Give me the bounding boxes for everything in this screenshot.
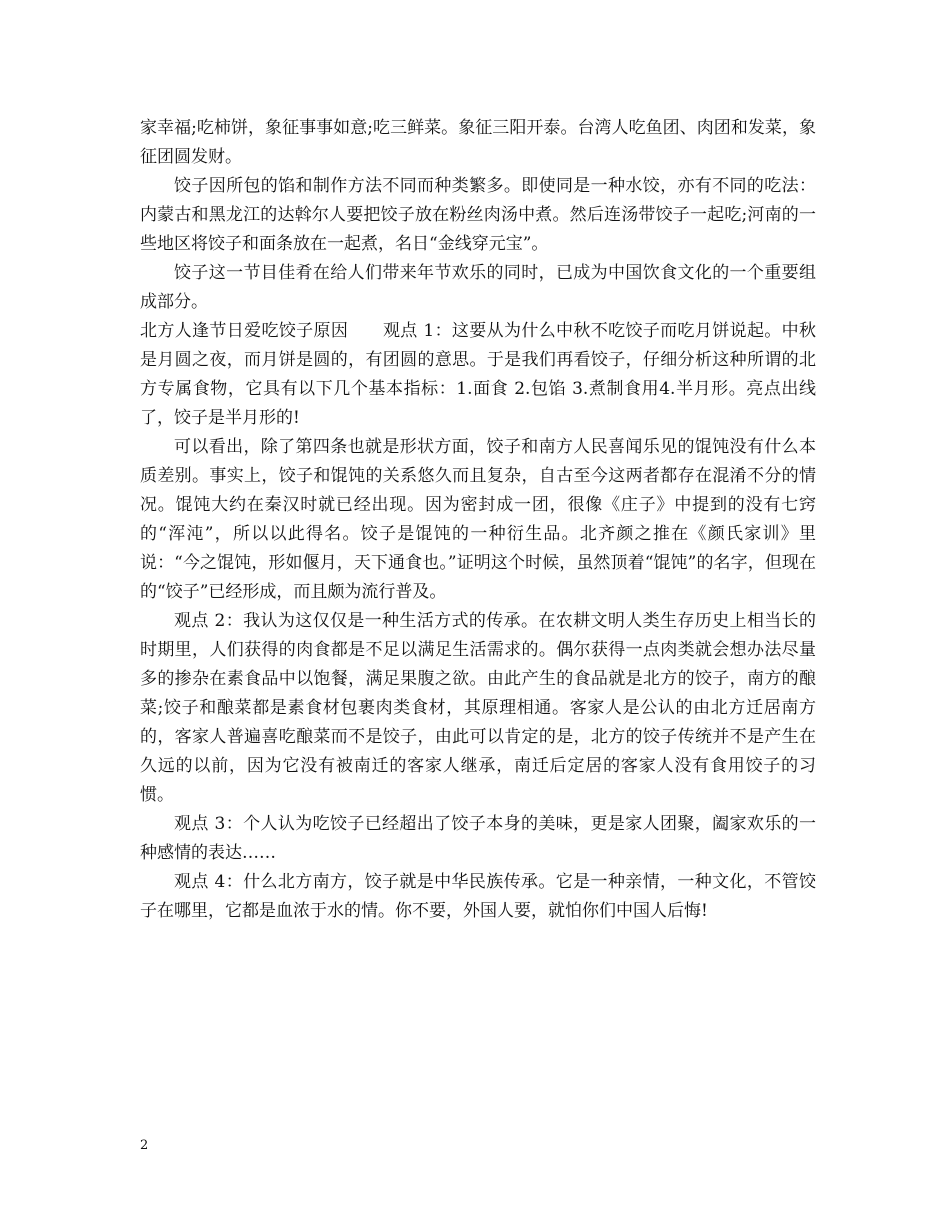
body-text — [140, 114, 816, 926]
paragraph-continuation: 家幸福;吃柿饼，象征事事如意;吃三鲜菜。象征三阳开泰。台湾人吃鱼团、肉团和发菜，象征团圆发财。 — [140, 118, 816, 167]
paragraph-viewpoint-2: 观点 2：我认为这仅仅是一种生活方式的传承。在农耕文明人类生存历史上相当长的时期里，人们获得的肉食都是不足以满足生活需求的。偶尔获得一点肉类就会想办法尽量多的掺杂在素食品中以饱餐，满足果腹之欲。由此产生的食品就是北方的饺子，南方的酿菜;饺子和酿菜都是素食材包裹肉类食材，其原理相通。客家人是公认的由北方迁居南方的，客家人普遍喜吃酿菜而不是饺子，由此可以肯定的是，北方的饺子传统并不是产生在久远的以前，因为它没有被南迁的客家人继承，南迁后定居的客家人没有食用饺子的习惯。 — [140, 611, 816, 805]
paragraph-viewpoint-4: 观点 4：什么北方南方，饺子就是中华民族传承。它是一种亲情，一种文化，不管饺子在哪里，它都是血浓于水的情。你不要，外国人要，就怕你们中国人后悔! — [140, 872, 816, 921]
page-number: 2 — [140, 1138, 149, 1153]
paragraph-viewpoint-3: 观点 3：个人认为吃饺子已经超出了饺子本身的美味，更是家人团聚，阖家欢乐的一种感情的表达…… — [140, 814, 816, 863]
paragraph-dumpling-varieties: 饺子因所包的馅和制作方法不同而种类繁多。即使同是一种水饺，亦有不同的吃法：内蒙古和黑龙江的达斡尔人要把饺子放在粉丝肉汤中煮。然后连汤带饺子一起吃;河南的一些地区将饺子和面条放在一起煮，名日“金线穿元宝”。 — [140, 176, 816, 254]
paragraph-wonton-comparison: 可以看出，除了第四条也就是形状方面，饺子和南方人民喜闻乐见的馄饨没有什么本质差别。事实上，饺子和馄饨的关系悠久而且复杂，自古至今这两者都存在混淆不分的情况。馄饨大约在秦汉时就已经出现。因为密封成一团，很像《庄子》中提到的没有七窍的“浑沌”，所以以此得名。饺子是馄饨的一种衍生品。北齐颜之推在《颜氏家训》里说：“今之馄饨，形如偃月，天下通食也。”证明这个时候，虽然顶着“馄饨”的名字，但现在的“饺子”已经形成，而且颇为流行普及。 — [140, 437, 816, 602]
paragraph-food-culture: 饺子这一节目佳肴在给人们带来年节欢乐的同时，已成为中国饮食文化的一个重要组成部分。 — [140, 263, 816, 312]
paragraph-viewpoint-1: 北方人逢节日爱吃饺子原因 观点 1：这要从为什么中秋不吃饺子而吃月饼说起。中秋是月圆之夜，而月饼是圆的，有团圆的意思。于是我们再看饺子，仔细分析这种所谓的北方专属食物，它具有以下几个基本指标：1.面食 2.包馅 3.煮制食用4.半月形。亮点出线了，饺子是半月形的! — [140, 321, 816, 428]
